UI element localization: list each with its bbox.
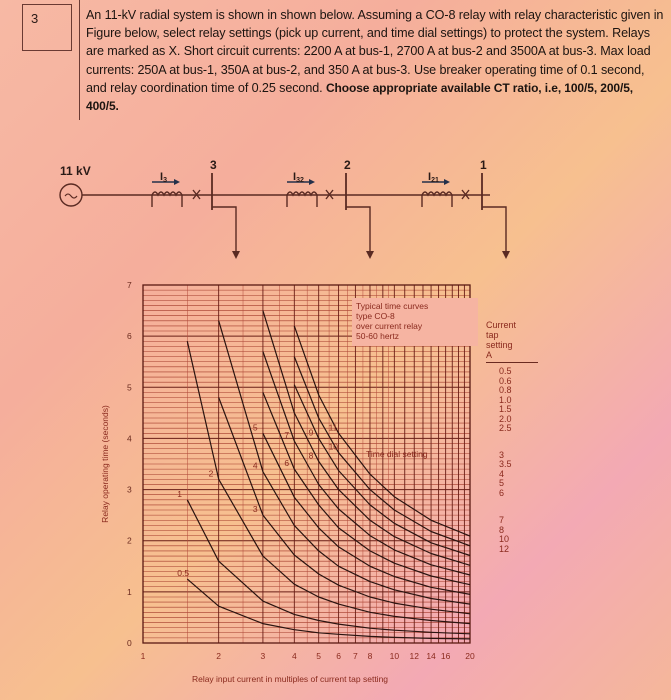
x-tick-label: 2 xyxy=(216,651,222,661)
arrow-icon xyxy=(309,179,315,185)
arrow-icon xyxy=(444,179,450,185)
x-tick-label: 12 xyxy=(409,651,419,661)
ct-icon xyxy=(422,192,452,207)
y-tick-label: 2 xyxy=(127,535,132,546)
time-dial-label: 8 xyxy=(308,450,314,461)
bus-label: 2 xyxy=(344,158,351,172)
time-dial-curve xyxy=(294,326,470,536)
time-dial-label: 11 xyxy=(328,422,338,433)
source-label: 11 kV xyxy=(60,164,91,178)
x-tick-label: 6 xyxy=(336,651,341,661)
x-tick-label: 3 xyxy=(260,651,266,661)
load-arrow-icon xyxy=(232,251,240,259)
bus-label: 1 xyxy=(480,158,487,172)
ct-icon xyxy=(152,192,182,207)
time-dial-label: 7 xyxy=(284,429,290,440)
time-dial-label: 0.5 xyxy=(177,568,190,579)
time-dial-label: 3 xyxy=(252,504,258,515)
current-label: I21 xyxy=(428,171,439,184)
radial-system-diagram xyxy=(0,125,671,275)
question-text-block xyxy=(86,6,666,115)
chart-title-line: over current relay xyxy=(356,321,423,331)
x-tick-label: 8 xyxy=(367,651,373,661)
question-ct-note: Choose appropriate available CT ratio, i.e, 100/5, 200/5, 400/5. xyxy=(86,80,634,114)
arrow-icon xyxy=(174,179,180,185)
load-line xyxy=(482,207,506,255)
y-tick-label: 3 xyxy=(127,484,132,495)
chart-annotation: Time dial setting xyxy=(366,449,428,459)
time-dial-label: 1 xyxy=(177,488,182,499)
y-tick-label: 6 xyxy=(127,331,132,342)
time-dial-label: 4 xyxy=(252,460,258,471)
load-line xyxy=(346,207,370,255)
x-tick-label: 14 xyxy=(426,651,436,661)
current-label: I3 xyxy=(160,171,167,184)
y-tick-label: 0 xyxy=(127,638,132,648)
time-dial-curve xyxy=(187,500,470,634)
bus-label: 3 xyxy=(210,158,217,172)
x-tick-label: 16 xyxy=(440,651,451,661)
load-arrow-icon xyxy=(366,251,374,259)
question-number: 3 xyxy=(31,11,39,26)
x-tick-label: 4 xyxy=(291,651,297,661)
question-number-box xyxy=(22,4,72,51)
x-tick-label: 10 xyxy=(389,651,400,661)
y-tick-label: 1 xyxy=(127,586,132,597)
time-dial-label: 5 xyxy=(252,422,258,433)
current-label: I32 xyxy=(293,171,304,184)
load-line xyxy=(212,207,236,255)
time-dial-label: 9 xyxy=(308,427,314,438)
current-tap-legend xyxy=(486,320,556,554)
y-tick-label: 7 xyxy=(127,280,132,290)
time-dial-label: 2 xyxy=(208,468,214,479)
question-divider xyxy=(79,0,80,120)
time-dial-label: 6 xyxy=(284,458,290,469)
chart-title-line: type CO-8 xyxy=(356,311,395,321)
question-text: An 11-kV radial system is shown in shown below. Assuming a CO-8 relay with relay characteristic given in Figure below, select relay settings (pick up current, and time dial settings) to protect the system. Relays are marked as X. Short circuit currents: 2200 A at bus-1, 2700 A at bus-2 and 3500A at bus-3. Max load currents: 250A at bus-1, 350A at bus-2, and 350 A at bus-3. Use breaker operating time of 0.1 second, and relay coordination time of 0.25 second. xyxy=(86,8,664,95)
x-tick-label: 5 xyxy=(316,651,322,661)
ct-icon xyxy=(287,192,317,207)
load-arrow-icon xyxy=(502,251,510,259)
y-tick-label: 5 xyxy=(127,382,132,393)
co8-time-curve-chart xyxy=(0,270,671,700)
x-tick-label: 20 xyxy=(465,651,475,661)
chart-curves xyxy=(187,311,470,639)
x-tick-label: 1 xyxy=(140,651,146,661)
y-axis-label: Relay operating time (seconds) xyxy=(100,405,110,523)
legend-header: Current tap setting A xyxy=(486,320,538,363)
x-axis-label: Relay input current in multiples of current tap setting xyxy=(191,674,389,684)
generator-icon xyxy=(60,184,82,206)
time-dial-curve xyxy=(187,341,470,623)
y-tick-label: 4 xyxy=(127,433,132,444)
tap-values: 0.5 0.6 0.8 1.0 1.5 2.0 2.5 3 3.5 4 5 6 7 8 10 12 xyxy=(499,366,512,554)
x-tick-label: 7 xyxy=(353,651,358,661)
chart-title-line: Typical time curves xyxy=(356,301,429,311)
chart-title-line: 50-60 hertz xyxy=(356,331,399,341)
time-dial-label: 10 xyxy=(328,441,339,452)
